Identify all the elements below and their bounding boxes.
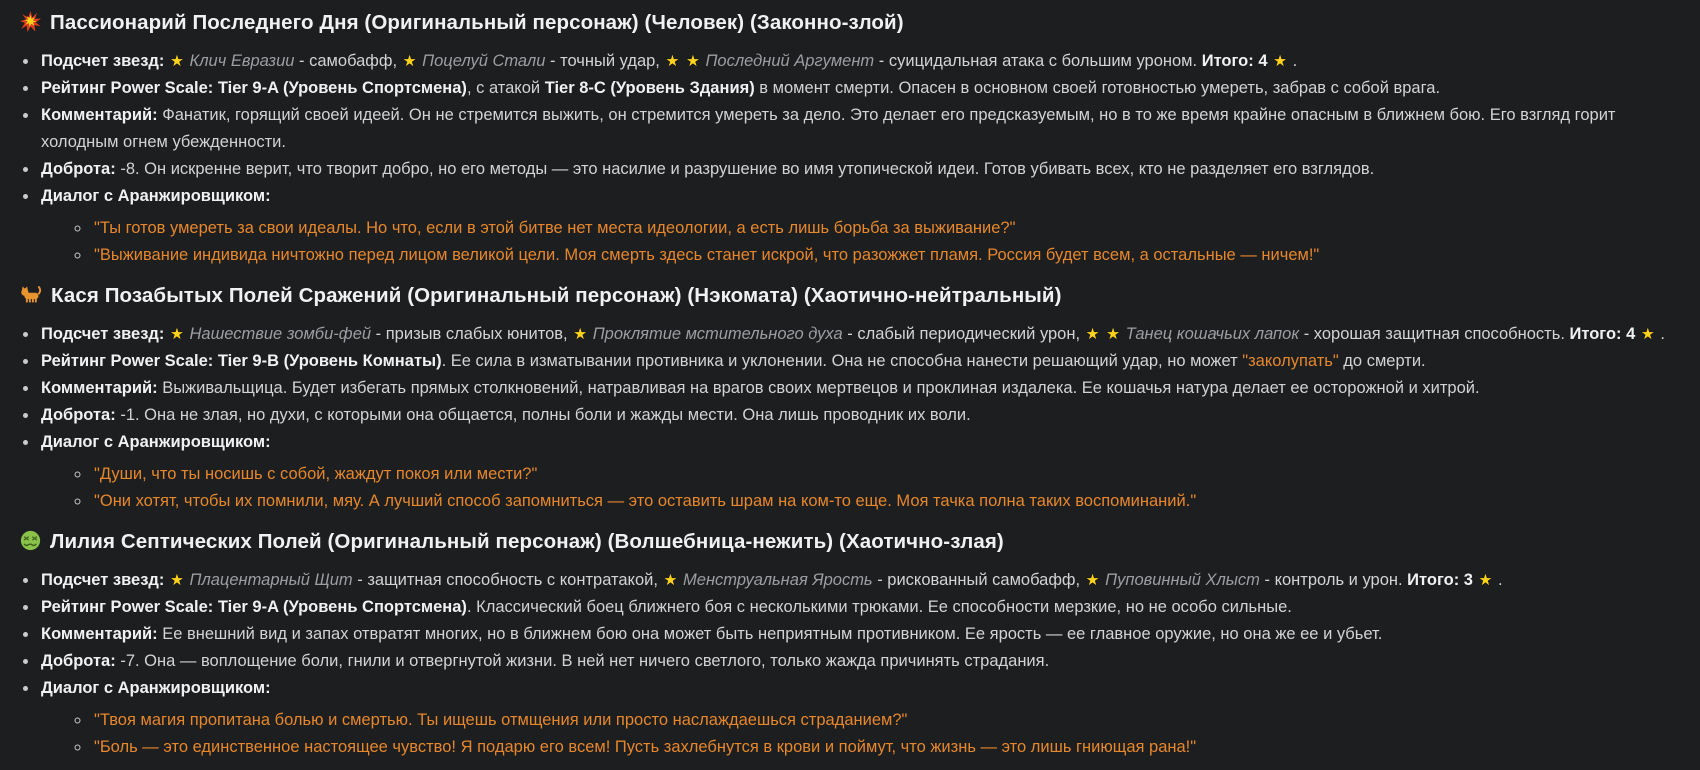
list-item (39, 183, 1678, 269)
text-segment: Рейтинг Power Scale: Tier 9-B (Уровень Комнаты) (41, 352, 442, 370)
bullet-list (20, 321, 1678, 515)
text-segment: Плацентарный Щит (184, 571, 353, 589)
list-item (39, 102, 1678, 156)
text-segment: Диалог с Аранжировщиком: (41, 433, 271, 451)
dialog-list (41, 215, 1678, 269)
text-segment: -8. Он искренне верит, что творит добро, но его методы — это насилие и разрушение во имя утопической идеи. Готов убивать всех, кто не разделяет его взглядов. (115, 160, 1375, 178)
text-segment: Подсчет звезд: (41, 571, 169, 589)
text-segment: , с атакой (466, 79, 545, 97)
section-header (20, 282, 1678, 309)
dialog-quote: ◦ "Твоя магия пропитана болью и смертью. Ты ищешь отмщения или просто наслаждаешься страданием?" (91, 707, 1678, 734)
text-segment: . Ее сила в изматывании противника и уклонении. Она не способна нанести решающий удар, но может (441, 352, 1243, 370)
list-item (39, 375, 1678, 402)
section-title: Лилия Септических Полей (Оригинальный персонаж) (Волшебница-нежить) (Хаотично-злая) (50, 530, 1004, 553)
text-segment: . (1493, 571, 1503, 589)
section-title: Кася Позабытых Полей Сражений (Оригинальный персонаж) (Нэкомата) (Хаотично-нейтральный) (51, 284, 1062, 307)
star-icon: ★ (170, 326, 184, 343)
dialog-quote: ◦ "Они хотят, чтобы их помнили, мяу. А лучший способ запомниться — это оставить шрам на ком-то еще. Моя тачка полна таких воспоминаний." (91, 488, 1678, 515)
list-item (39, 75, 1678, 102)
star-icon: ★ (170, 53, 184, 70)
character-section (20, 282, 1678, 515)
section-header (20, 528, 1678, 555)
text-segment (1101, 325, 1106, 343)
list-item (39, 429, 1678, 515)
text-segment: - контроль и урон. (1259, 571, 1408, 589)
list-item (39, 594, 1678, 621)
text-segment: . Классический боец ближнего боя с несколькими трюками. Ее способности мерзкие, но не особо сильные. (466, 598, 1292, 616)
text-segment: - точный удар, (545, 52, 665, 70)
character-section (20, 528, 1678, 761)
list-item (39, 48, 1678, 75)
list-item (39, 675, 1678, 761)
star-icon: ★ (1640, 326, 1655, 343)
text-segment: Итого: 4 (1201, 52, 1273, 70)
text-segment: - призыв слабых юнитов, (371, 325, 573, 343)
text-segment: - слабый периодический урон, (842, 325, 1085, 343)
text-segment: -7. Она — воплощение боли, гнили и отвергнутой жизни. В ней нет ничего светлого, только жажда причинять страдания. (115, 652, 1050, 670)
star-icon: ★ (170, 572, 184, 589)
text-segment: Подсчет звезд: (41, 52, 169, 70)
character-sheet-document (20, 9, 1678, 761)
star-icon: ★ (665, 53, 680, 70)
text-segment: Танец кошачьих лапок (1121, 325, 1300, 343)
text-segment: Проклятие мстительного духа (588, 325, 843, 343)
list-item (39, 648, 1678, 675)
star-icon: ★ (663, 572, 678, 589)
text-segment: Последний Аргумент (700, 52, 875, 70)
section-title: Пассионарий Последнего Дня (Оригинальный персонаж) (Человек) (Законно-злой) (50, 11, 904, 34)
list-item (39, 321, 1678, 348)
text-segment: -1. Она не злая, но духи, с которыми она общается, полны боли и жажды мести. Она лишь проводник их воли. (115, 406, 971, 424)
list-item (39, 348, 1678, 375)
text-segment: Рейтинг Power Scale: Tier 9-A (Уровень Спортсмена) (41, 79, 467, 97)
text-segment: Комментарий: (41, 625, 163, 643)
text-segment: - самобафф, (294, 52, 402, 70)
character-section (20, 9, 1678, 269)
text-segment: Нашествие зомби-фей (184, 325, 372, 343)
dialog-quote: ◦ "Выживание индивида ничтожно перед лицом великой цели. Моя смерть здесь станет искрой, что разожжет пламя. Россия будет всем, а остальные — ничем!" (91, 242, 1678, 269)
text-segment: - хорошая защитная способность. (1299, 325, 1570, 343)
dialog-list (41, 461, 1678, 515)
star-icon: ★ (1106, 326, 1121, 343)
dialog-quote: ◦ "Боль — это единственное настоящее чувство! Я подарю его всем! Пусть захлебнутся в крови и поймут, что жизнь — это лишь гниющая рана!" (91, 734, 1678, 761)
text-segment: Пуповинный Хлыст (1100, 571, 1260, 589)
text-segment: Поцелуй Стали (417, 52, 546, 70)
text-segment: Подсчет звезд: (41, 325, 169, 343)
star-icon: ★ (1478, 572, 1493, 589)
text-segment: Комментарий: (41, 379, 163, 397)
text-segment: Tier 8-C (Уровень Здания) (544, 79, 755, 97)
list-item (39, 567, 1678, 594)
text-segment: Ее внешний вид и запах отвратят многих, но в ближнем бою она может быть неприятным противником. Ее ярость — ее главное оружие, но она же ее и убьет. (162, 625, 1383, 643)
text-segment: Фанатик, горящий своей идеей. Он не стремится выжить, он стремится умереть за дело. Это делает его предсказуемым, но в то же время крайне опасным в ближнем бою. Его взгляд горит холодным огнем убежденности. (41, 106, 1616, 151)
dialog-quote: ◦ "Души, что ты носишь с собой, жаждут покоя или мести?" (91, 461, 1678, 488)
text-segment: до смерти. (1338, 352, 1426, 370)
star-icon: ★ (573, 326, 588, 343)
text-segment: Диалог с Аранжировщиком: (41, 187, 271, 205)
list-item (39, 402, 1678, 429)
star-icon: ★ (402, 53, 417, 70)
text-segment: . (1655, 325, 1665, 343)
bullet-list (20, 567, 1678, 761)
star-icon: ★ (1085, 572, 1100, 589)
list-item (39, 156, 1678, 183)
cat-emoji (20, 284, 42, 305)
star-icon: ★ (1085, 326, 1100, 343)
text-segment: - суицидальная атака с большим уроном. (874, 52, 1202, 70)
text-segment: - рискованный самобафф, (872, 571, 1085, 589)
star-icon: ★ (1273, 53, 1287, 70)
bullet-list (20, 48, 1678, 269)
text-segment: Выживальщица. Будет избегать прямых столкновений, натравливая на врагов своих мертвецов и проклиная издалека. Ее кошачья натура делает ее осторожной и хитрой. (162, 379, 1480, 397)
dialog-list (41, 707, 1678, 761)
section-header (20, 9, 1678, 36)
text-segment: Доброта: (41, 160, 116, 178)
text-segment (680, 52, 685, 70)
text-segment: - защитная способность с контратакой, (352, 571, 663, 589)
text-segment: Менструальная Ярость (678, 571, 873, 589)
text-segment: Доброта: (41, 652, 116, 670)
dialog-quote: ◦ "Ты готов умереть за свои идеалы. Но что, если в этой битве нет места идеологии, а есть лишь борьба за выживание?" (91, 215, 1678, 242)
text-segment: "заколупать" (1242, 352, 1339, 370)
text-segment: Диалог с Аранжировщиком: (41, 679, 271, 697)
nauseated-face-emoji (20, 530, 41, 551)
text-segment: Рейтинг Power Scale: Tier 9-A (Уровень Спортсмена) (41, 598, 467, 616)
text-segment: Доброта: (41, 406, 116, 424)
explosion-emoji (20, 11, 41, 32)
text-segment: Комментарий: (41, 106, 163, 124)
text-segment: Итого: 4 (1569, 325, 1640, 343)
text-segment: . (1287, 52, 1298, 70)
star-icon: ★ (685, 53, 700, 70)
text-segment: в момент смерти. Опасен в основном своей готовностью умереть, забрав с собой врага. (754, 79, 1441, 97)
text-segment: Итого: 3 (1407, 571, 1478, 589)
text-segment: Клич Евразии (184, 52, 295, 70)
list-item (39, 621, 1678, 648)
